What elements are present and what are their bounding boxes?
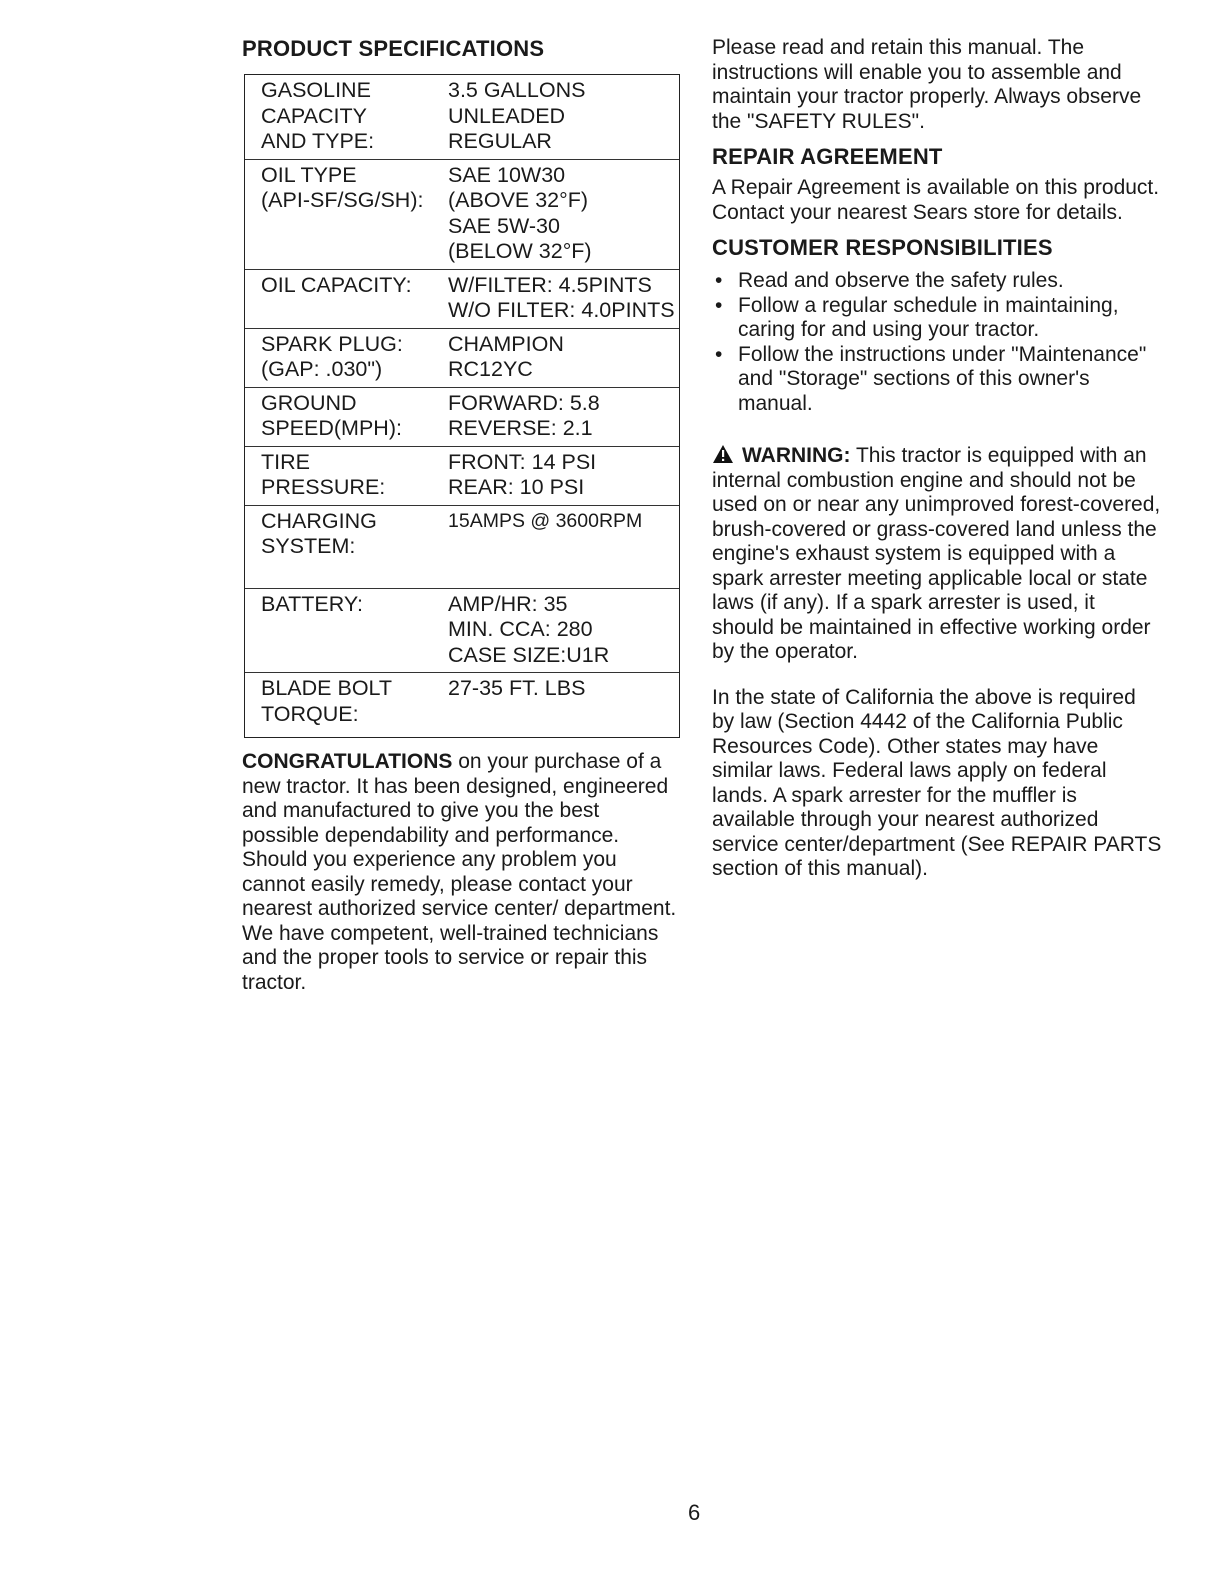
congratulations-lead: CONGRATULATIONS [242,750,453,773]
spec-value: FRONT: 14 PSI REAR: 10 PSI [448,449,597,499]
spec-value: FORWARD: 5.8 REVERSE: 2.1 [448,390,600,440]
list-item-text: Follow the instructions under "Maintenance" and "Storage" sections of this owner's manual. [738,342,1147,415]
service-paragraph: Should you experience any problem you cannot easily remedy, please contact your nearest authorized service center/ department. We have competent, well-trained technicians and the proper tools to service or repair this tractor. [242,848,677,994]
repair-agreement-heading: REPAIR AGREEMENT [712,144,943,169]
spec-value: CHAMPION RC12YC [448,331,564,381]
spec-label: TIRE PRESSURE: [261,449,386,499]
list-item [712,269,1162,294]
spec-label: GASOLINE CAPACITY AND TYPE: [261,78,375,153]
specs-heading: PRODUCT SPECIFICATIONS [242,36,545,61]
spec-row [245,588,679,673]
spec-value: W/FILTER: 4.5PINTS W/O FILTER: 4.0PINTS [448,272,675,322]
list-item [712,343,1162,417]
warning-label: WARNING: [742,444,851,467]
spec-row [245,446,679,505]
spec-value: SAE 10W30 (ABOVE 32°F) SAE 5W-30 (BELOW 32°F) [448,162,592,263]
bullet: • [715,269,723,292]
spec-value: 27-35 FT. LBS [448,676,586,700]
spec-label: CHARGING SYSTEM: [261,508,377,558]
spec-row [245,159,679,269]
spec-row [245,328,679,387]
spec-row [245,75,679,159]
congratulations-text: on your purchase of a new tractor. It has been designed, engineered and manufactured to give you the best possible dependability and performance. [242,750,669,847]
warning-triangle-icon [712,444,734,464]
intro-paragraph: Please read and retain this manual. The instructions will enable you to assemble and maintain your tractor properly. Always observe the "SAFETY RULES". [712,36,1142,133]
bullet: • [715,293,723,317]
spec-value: 15AMPS @ 3600RPM [448,509,643,532]
warning-paragraph [712,444,1162,665]
list-item-text: Follow a regular schedule in maintaining, caring for and using your tractor. [738,293,1119,341]
right-column [712,36,1162,882]
spec-value: AMP/HR: 35 MIN. CCA: 280 CASE SIZE:U1R [448,591,610,667]
left-column [242,36,682,995]
spec-label: BATTERY: [261,591,363,616]
spec-label: GROUND SPEED(MPH): [261,390,402,440]
spec-label: BLADE BOLT TORQUE: [261,676,393,726]
responsibilities-list [712,269,1162,416]
specs-table [244,74,680,738]
bullet: • [715,342,723,366]
spec-row [245,269,679,328]
customer-responsibilities-heading: CUSTOMER RESPONSIBILITIES [712,235,1053,260]
california-paragraph: In the state of California the above is required by law (Section 4442 of the California Public Resources Code). Other states may have similar laws. Federal laws apply on federal lands. A spark arrester for the muffler is available through your nearest authorized service center/department (See REPAIR PARTS section of this manual). [712,685,1162,880]
repair-agreement-text: A Repair Agreement is available on this product. Contact your nearest Sears store for details. [712,176,1160,224]
spec-label: OIL CAPACITY: [261,272,412,297]
spec-label: SPARK PLUG: (GAP: .030") [261,331,403,381]
page-number: 6 [688,1500,701,1525]
spec-row [245,672,679,737]
list-item [712,294,1162,343]
spec-row [245,387,679,446]
spec-row [245,505,679,588]
congratulations-paragraph [242,750,682,848]
list-item-text: Read and observe the safety rules. [738,269,1064,292]
spec-value: 3.5 GALLONS UNLEADED REGULAR [448,78,586,153]
warning-text: This tractor is equipped with an internal combustion engine and should not be used on or near any unimproved forest-covered, brush-covered or grass-covered land unless the engine's exhaust system is equipped with a spark arrester meeting applicable local or state laws (if any). If a spark arrester is used, it should be maintained in effective working order by the operator. [712,444,1161,663]
spec-label: OIL TYPE (API-SF/SG/SH): [261,162,424,212]
